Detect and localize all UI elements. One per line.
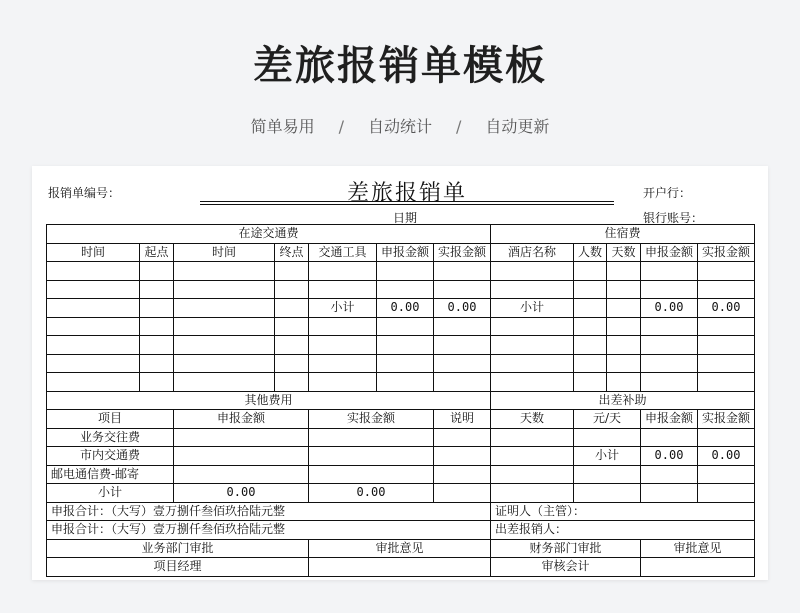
table-row <box>47 465 755 484</box>
cell[interactable] <box>641 317 698 336</box>
cell[interactable] <box>574 373 607 392</box>
actual-total-line: 申报合计：（大写）壹万捌仟叁佰玖拾陆元整 <box>47 521 491 540</box>
cell[interactable] <box>140 280 174 299</box>
cell[interactable] <box>47 280 140 299</box>
cell[interactable] <box>309 428 434 447</box>
cell[interactable] <box>47 336 140 355</box>
col-header: 时间 <box>174 243 275 262</box>
col-header: 申报金额 <box>641 243 698 262</box>
cell[interactable] <box>174 280 275 299</box>
cell[interactable] <box>309 465 434 484</box>
cell[interactable] <box>574 336 607 355</box>
allowance-section-header: 出差补助 <box>491 391 755 410</box>
cell[interactable] <box>309 280 377 299</box>
cell[interactable] <box>641 484 698 503</box>
title-underline <box>200 201 614 202</box>
table-row <box>47 336 755 355</box>
allowance-subtotal-declared: 0.00 <box>641 447 698 466</box>
cell[interactable] <box>574 354 607 373</box>
other-item: 市内交通费 <box>47 447 174 466</box>
table-row <box>47 317 755 336</box>
cell[interactable] <box>607 280 641 299</box>
cell[interactable] <box>491 373 574 392</box>
other-subtotal-actual: 0.00 <box>309 484 434 503</box>
table-row <box>47 484 755 503</box>
lodging-section-header: 住宿费 <box>491 225 755 244</box>
table-row <box>47 558 755 577</box>
lodging-subtotal-actual: 0.00 <box>698 299 755 318</box>
cell[interactable] <box>174 465 309 484</box>
expense-form-sheet <box>32 166 768 580</box>
cell[interactable] <box>377 317 434 336</box>
cell[interactable] <box>641 428 698 447</box>
col-header: 人数 <box>574 243 607 262</box>
other-section-header: 其他费用 <box>47 391 491 410</box>
col-header: 时间 <box>47 243 140 262</box>
col-header: 元/天 <box>574 410 641 429</box>
other-subtotal-label: 小计 <box>47 484 174 503</box>
cell[interactable] <box>275 317 309 336</box>
cell[interactable] <box>641 262 698 281</box>
table-row <box>47 373 755 392</box>
col-header: 实报金额 <box>698 243 755 262</box>
cell[interactable] <box>377 280 434 299</box>
cell[interactable] <box>698 484 755 503</box>
col-header: 天数 <box>491 410 574 429</box>
cell[interactable] <box>491 484 574 503</box>
table-row <box>47 299 755 318</box>
other-subtotal-declared: 0.00 <box>174 484 309 503</box>
claimant-label: 出差报销人： <box>491 521 755 540</box>
bank-label: 开户行： <box>643 186 692 200</box>
col-header: 实报金额 <box>434 243 491 262</box>
table-row <box>47 391 755 410</box>
cell[interactable] <box>309 262 377 281</box>
cell[interactable] <box>607 299 641 318</box>
table-row <box>47 262 755 281</box>
cell[interactable] <box>47 262 140 281</box>
cell[interactable] <box>574 428 641 447</box>
table-row <box>47 428 755 447</box>
transport-subtotal-actual: 0.00 <box>434 299 491 318</box>
col-header: 天数 <box>607 243 641 262</box>
cell[interactable] <box>275 299 309 318</box>
cell[interactable] <box>641 373 698 392</box>
form-title: 差旅报销单 <box>346 181 467 206</box>
witness-label: 证明人（主管）： <box>491 502 755 521</box>
cell[interactable] <box>491 262 574 281</box>
feature-auto-update: 自动更新 <box>485 117 550 136</box>
cell[interactable] <box>140 262 174 281</box>
col-header: 申报金额 <box>174 410 309 429</box>
cell[interactable] <box>491 447 574 466</box>
cell[interactable] <box>698 317 755 336</box>
date-label: 日期 <box>393 211 418 225</box>
cell[interactable] <box>309 558 491 577</box>
cell[interactable] <box>607 262 641 281</box>
cell[interactable] <box>377 262 434 281</box>
cell[interactable] <box>174 447 309 466</box>
cell[interactable] <box>434 428 491 447</box>
cell[interactable] <box>174 373 275 392</box>
cell[interactable] <box>698 280 755 299</box>
table-row <box>47 502 755 521</box>
cell[interactable] <box>491 280 574 299</box>
cell[interactable] <box>174 428 309 447</box>
cell[interactable] <box>434 373 491 392</box>
cell[interactable] <box>574 280 607 299</box>
cell[interactable] <box>309 447 434 466</box>
title-underline <box>200 204 614 205</box>
table-row <box>47 280 755 299</box>
transport-section-header: 在途交通费 <box>47 225 491 244</box>
cell[interactable] <box>434 262 491 281</box>
cell[interactable] <box>607 336 641 355</box>
feature-separator: / <box>456 117 462 136</box>
lodging-subtotal-declared: 0.00 <box>641 299 698 318</box>
cell[interactable] <box>47 373 140 392</box>
cell[interactable] <box>47 317 140 336</box>
cell[interactable] <box>434 317 491 336</box>
table-row <box>47 354 755 373</box>
cell[interactable] <box>434 354 491 373</box>
cell[interactable] <box>641 336 698 355</box>
cell[interactable] <box>275 262 309 281</box>
cell[interactable] <box>698 373 755 392</box>
cell[interactable] <box>275 373 309 392</box>
other-item: 邮电通信费-邮寄 <box>47 465 174 484</box>
cell[interactable] <box>574 465 641 484</box>
cell[interactable] <box>641 558 755 577</box>
col-header: 申报金额 <box>641 410 698 429</box>
col-header: 申报金额 <box>377 243 434 262</box>
cell[interactable] <box>434 336 491 355</box>
project-manager-label: 项目经理 <box>47 558 309 577</box>
cell[interactable] <box>174 354 275 373</box>
cell[interactable] <box>698 428 755 447</box>
cell[interactable] <box>491 317 574 336</box>
dept-opinion-header: 审批意见 <box>309 539 491 558</box>
cell[interactable] <box>698 465 755 484</box>
col-header: 项目 <box>47 410 174 429</box>
table-row <box>47 225 755 244</box>
cell[interactable] <box>607 354 641 373</box>
cell[interactable] <box>140 299 174 318</box>
cell[interactable] <box>47 354 140 373</box>
feature-separator: / <box>338 117 344 136</box>
transport-subtotal-label: 小计 <box>309 299 377 318</box>
table-row <box>47 410 755 429</box>
cell[interactable] <box>140 354 174 373</box>
cell[interactable] <box>275 336 309 355</box>
cell[interactable] <box>434 280 491 299</box>
cell[interactable] <box>140 336 174 355</box>
cell[interactable] <box>641 280 698 299</box>
cell[interactable] <box>434 447 491 466</box>
cell[interactable] <box>491 354 574 373</box>
cell[interactable] <box>491 428 574 447</box>
allowance-subtotal-actual: 0.00 <box>698 447 755 466</box>
cell[interactable] <box>377 373 434 392</box>
col-header: 实报金额 <box>698 410 755 429</box>
table-row <box>47 447 755 466</box>
cell[interactable] <box>174 317 275 336</box>
col-header: 终点 <box>275 243 309 262</box>
transport-subtotal-declared: 0.00 <box>377 299 434 318</box>
finance-opinion-header: 审批意见 <box>641 539 755 558</box>
declared-total-line: 申报合计：（大写）壹万捌仟叁佰玖拾陆元整 <box>47 502 491 521</box>
cell[interactable] <box>377 336 434 355</box>
col-header: 酒店名称 <box>491 243 574 262</box>
cell[interactable] <box>377 354 434 373</box>
cell[interactable] <box>607 317 641 336</box>
col-header: 实报金额 <box>309 410 434 429</box>
table-row <box>47 243 755 262</box>
account-label: 银行账号： <box>643 211 704 225</box>
cell[interactable] <box>309 317 377 336</box>
feature-auto-stats: 自动统计 <box>367 117 432 136</box>
feature-easy: 简单易用 <box>250 117 315 136</box>
cell[interactable] <box>309 336 377 355</box>
cell[interactable] <box>309 354 377 373</box>
cell[interactable] <box>641 354 698 373</box>
finance-review-header: 财务部门审批 <box>491 539 641 558</box>
cell[interactable] <box>174 262 275 281</box>
cell[interactable] <box>174 336 275 355</box>
cell[interactable] <box>491 465 574 484</box>
cell[interactable] <box>607 373 641 392</box>
lodging-subtotal-label: 小计 <box>491 299 574 318</box>
cell[interactable] <box>698 336 755 355</box>
cell[interactable] <box>574 484 641 503</box>
cell[interactable] <box>47 299 140 318</box>
table-row <box>47 539 755 558</box>
cell[interactable] <box>491 336 574 355</box>
cell[interactable] <box>140 373 174 392</box>
dept-review-header: 业务部门审批 <box>47 539 309 558</box>
table-row <box>47 521 755 540</box>
cell[interactable] <box>140 317 174 336</box>
page-title: 差旅报销单模板 <box>253 43 547 89</box>
allowance-subtotal-label: 小计 <box>574 447 641 466</box>
cell[interactable] <box>174 299 275 318</box>
cell[interactable] <box>275 280 309 299</box>
cell[interactable] <box>309 373 377 392</box>
expense-table <box>46 224 755 577</box>
col-header: 交通工具 <box>309 243 377 262</box>
col-header: 说明 <box>434 410 491 429</box>
other-item: 业务交往费 <box>47 428 174 447</box>
cell[interactable] <box>434 484 491 503</box>
feature-list <box>0 114 800 137</box>
cell[interactable] <box>574 262 607 281</box>
cell[interactable] <box>641 465 698 484</box>
col-header: 起点 <box>140 243 174 262</box>
cell[interactable] <box>574 299 607 318</box>
form-number-label: 报销单编号： <box>48 186 121 200</box>
cell[interactable] <box>434 465 491 484</box>
cell[interactable] <box>275 354 309 373</box>
cell[interactable] <box>698 262 755 281</box>
cell[interactable] <box>698 354 755 373</box>
audit-accounting-label: 审核会计 <box>491 558 641 577</box>
cell[interactable] <box>574 317 607 336</box>
